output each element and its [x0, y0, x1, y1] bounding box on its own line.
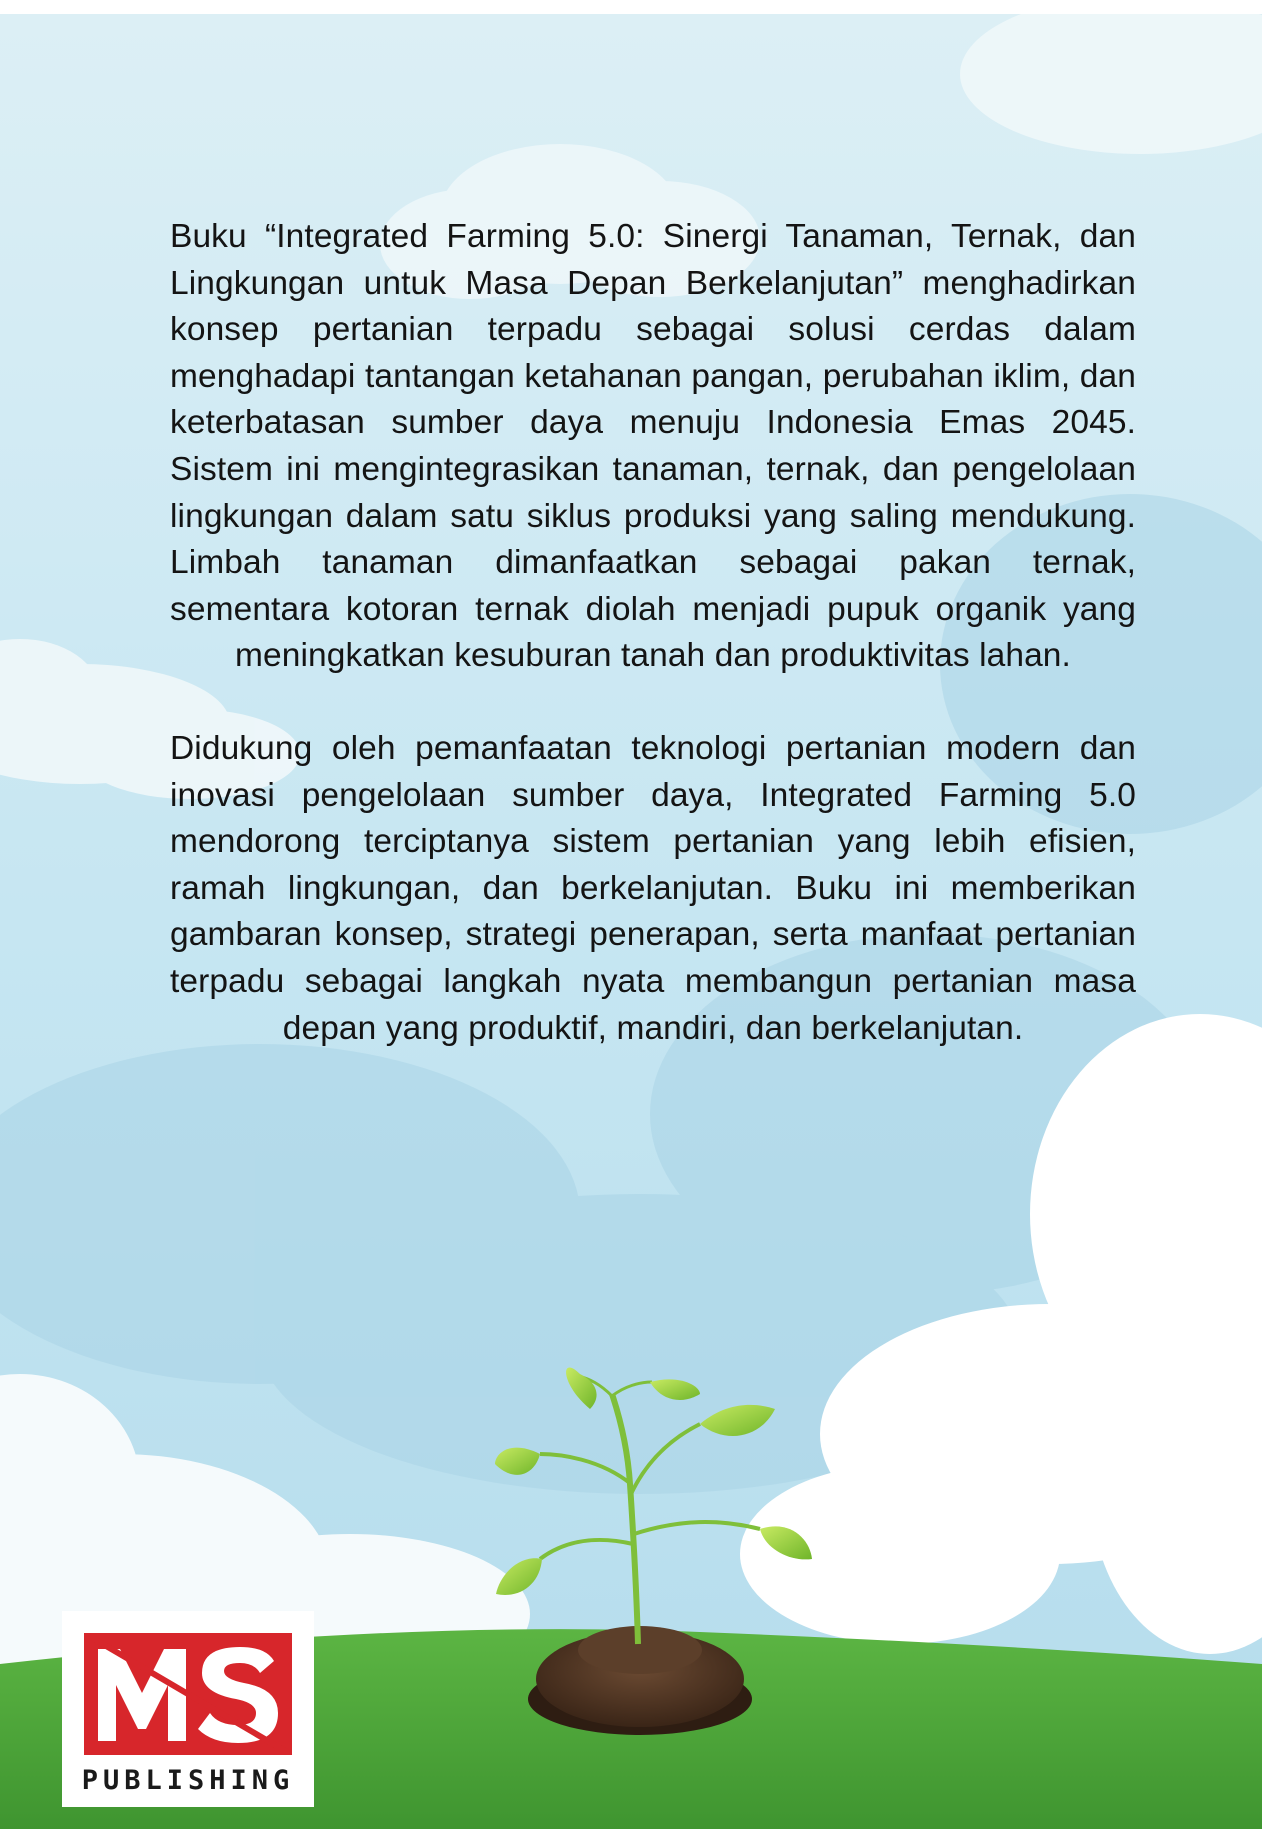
publisher-name: PUBLISHING [81, 1765, 295, 1796]
description-paragraph-2: Didukung oleh pemanfaatan teknologi pertanian modern dan inovasi pengelolaan sumber daya, Integrated Farming 5.0 mendorong terciptanya sistem pertanian yang lebih efisien, ramah lingkungan, dan berkelanjutan. Buku ini memberikan gambaran konsep, strategi penerapan, serta manfaat pertanian terpadu sebagai langkah nyata membangun pertanian masa depan yang produktif, mandiri, dan berkelanjutan. [170, 729, 1136, 1047]
publisher-logo [62, 1611, 314, 1807]
back-cover [0, 14, 1262, 1829]
description-paragraph-1: Buku “Integrated Farming 5.0: Sinergi Tanaman, Ternak, dan Lingkungan untuk Masa Depan Berkelanjutan” menghadirkan konsep pertanian terpadu sebagai solusi cerdas dalam menghadapi tantangan ketahanan pangan, perubahan iklim, dan keterbatasan sumber daya menuju Indonesia Emas 2045. Sistem ini mengintegrasikan tanaman, ternak, dan pengelolaan lingkungan dalam satu siklus produksi yang saling mendukung. Limbah tanaman dimanfaatkan sebagai pakan ternak, sementara kotoran ternak diolah menjadi pupuk organik yang meningkatkan kesuburan tanah dan produktivitas lahan. [170, 218, 1136, 675]
book-description [170, 214, 1136, 1052]
ms-logo-icon [84, 1633, 292, 1755]
